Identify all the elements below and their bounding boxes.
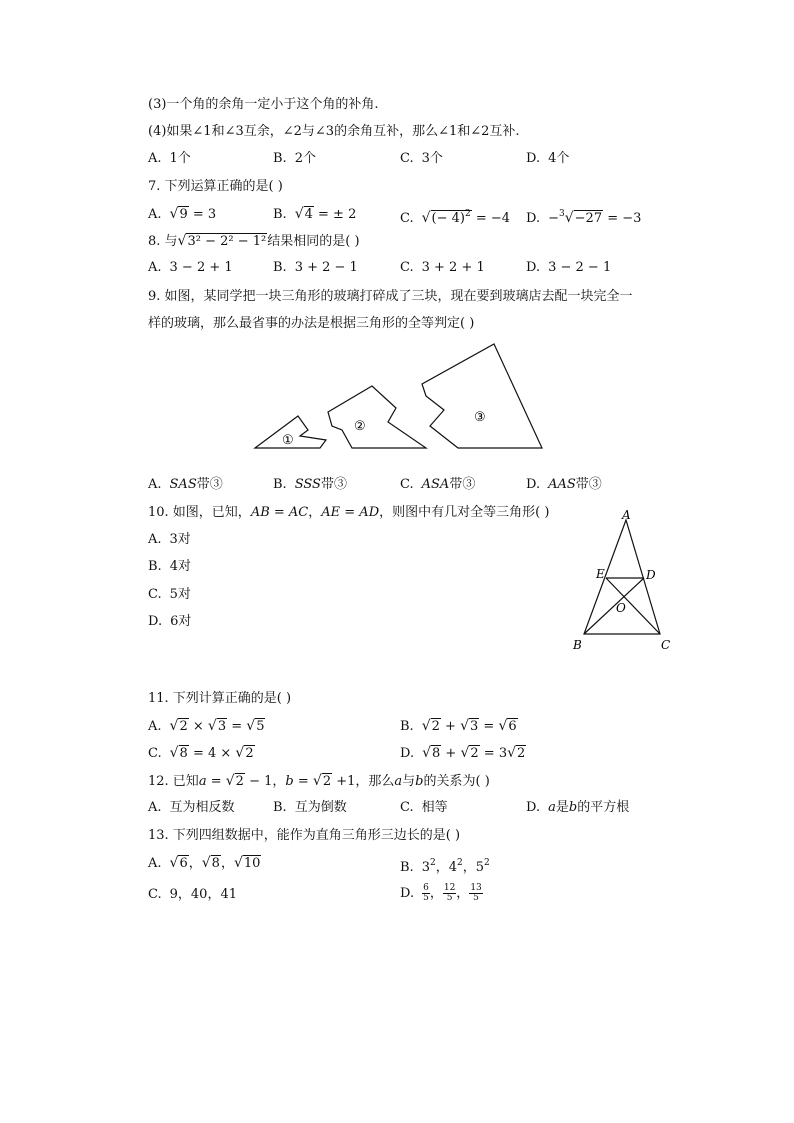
q9-stem-line2: 样的玻璃，那么最省事的办法是根据三角形的全等判定( ) [148, 316, 475, 331]
q8-option-b: B. 3 + 2 − 1 [273, 260, 358, 275]
broken-glass-figure [250, 340, 550, 455]
q8-option-c: C. 3 + 2 + 1 [400, 260, 485, 275]
q11-stem: 11. 下列计算正确的是( ) [148, 691, 292, 706]
glass-piece-2 [328, 386, 426, 448]
q10-option-a: A. 3对 [148, 532, 191, 547]
piece-label-3: ③ [474, 410, 486, 425]
triangle-figure [568, 506, 678, 656]
q6-option-c: C. 3个 [400, 151, 443, 166]
q12-option-a: A. 互为相反数 [148, 800, 235, 815]
piece-label-1: ① [282, 433, 294, 448]
q9-option-d: D. AAS带③ [526, 477, 602, 492]
point-e-label: E [596, 567, 605, 581]
q13-stem: 13. 下列四组数据中，能作为直角三角形三边长的是( ) [148, 828, 461, 843]
q9-option-a: A. SAS带③ [148, 477, 223, 492]
glass-piece-3 [422, 344, 542, 448]
q6-option-a: A. 1个 [148, 151, 191, 166]
q7-option-d: D. −$^3$√−27 = −3 [526, 209, 642, 226]
q12-option-d: D. a是b的平方根 [526, 800, 630, 815]
q8-option-d: D. 3 − 2 − 1 [526, 260, 612, 275]
q6-option-d: D. 4个 [526, 151, 570, 166]
q11-option-b: B. √2 + √3 = √6 [400, 718, 517, 734]
q9-option-c: C. ASA带③ [400, 477, 476, 492]
q12-option-c: C. 相等 [400, 800, 448, 815]
q8-stem: 8. 与√3² − 2² − 1²结果相同的是( ) [148, 233, 360, 249]
point-b-label: B [573, 638, 582, 652]
q7-option-c: C. √(− 4)$^2$ = −4 [400, 209, 511, 226]
q7-option-b: B. √4 = ± 2 [273, 206, 357, 222]
q10-stem: 10. 如图，已知，AB = AC，AE = AD，则图中有几对全等三角形( ) [148, 505, 550, 520]
q10-option-d: D. 6对 [148, 614, 192, 629]
point-c-label: C [661, 638, 671, 652]
q12-stem: 12. 已知a = √2 − 1，b = √2 +1，那么a与b的关系为( ) [148, 773, 490, 789]
q11-option-d: D. √8 + √2 = 3√2 [400, 745, 526, 761]
q7-stem: 7. 下列运算正确的是( ) [148, 179, 283, 194]
q11-option-c: C. √8 = 4 × √2 [148, 745, 254, 761]
q7-option-a: A. √9 = 3 [148, 206, 217, 222]
point-o-label: O [616, 601, 626, 615]
point-a-label: A [622, 508, 631, 522]
q13-option-a: A. √6，√8，√10 [148, 855, 261, 871]
point-d-label: D [646, 568, 656, 582]
q9-stem-line1: 9. 如图，某同学把一块三角形的玻璃打碎成了三块，现在要到玻璃店去配一块完全一 [148, 289, 633, 304]
q13-option-d: D. $\frac{6}{5}$ ， $\frac{12}{5}$ ， $\frac{13}{5}$ [400, 883, 482, 903]
q13-option-c: C. 9，40，41 [148, 887, 237, 902]
q10-option-b: B. 4对 [148, 559, 191, 574]
q13-option-b: B. $3^2$，$4^2$，$5^2$ [400, 858, 490, 875]
q6-option-b: B. 2个 [273, 151, 316, 166]
q11-option-a: A. √2 × √3 = √5 [148, 718, 265, 734]
statement-3: (3)一个角的余角一定小于这个角的补角. [148, 97, 379, 112]
q12-option-b: B. 互为倒数 [273, 800, 347, 815]
statement-4: (4)如果∠1和∠3互余，∠2与∠3的余角互补，那么∠1和∠2互补. [148, 124, 520, 139]
q8-option-a: A. 3 − 2 + 1 [148, 260, 233, 275]
q9-option-b: B. SSS带③ [273, 477, 347, 492]
q10-option-c: C. 5对 [148, 587, 191, 602]
piece-label-2: ② [354, 419, 366, 434]
